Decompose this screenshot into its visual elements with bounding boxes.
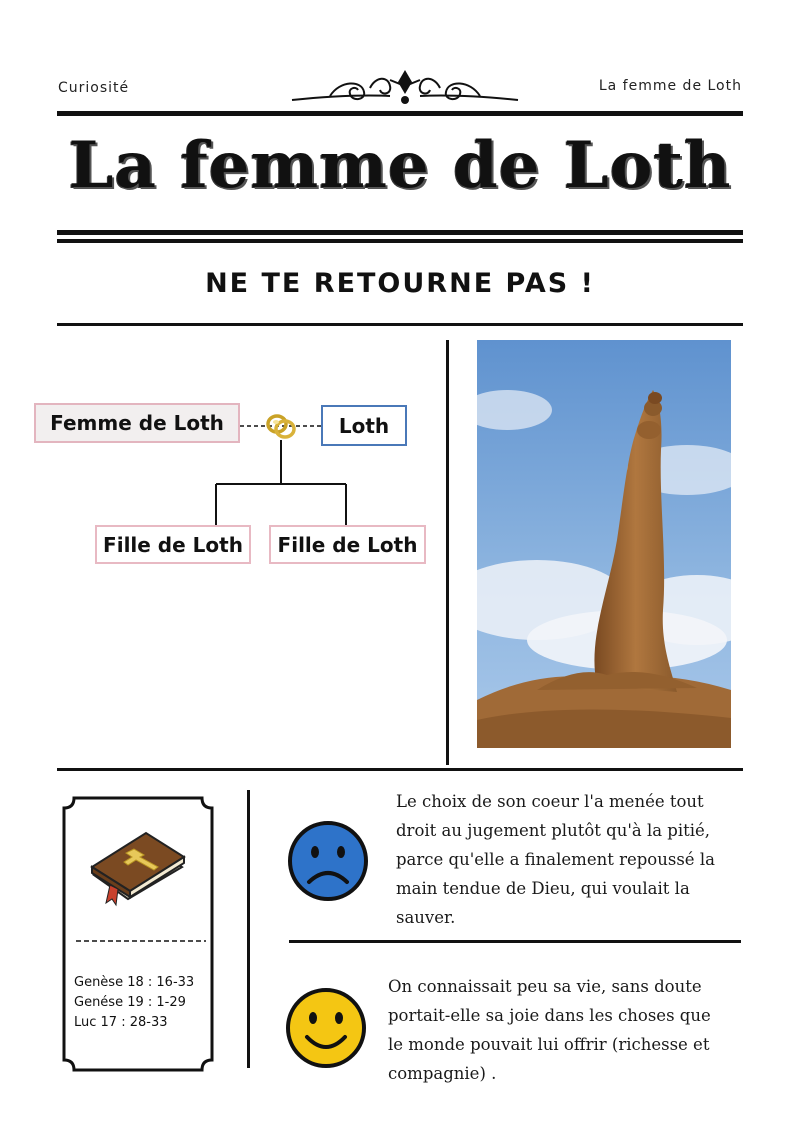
happy-face-icon	[285, 987, 367, 1069]
daughter-box-2: Fille de Loth	[269, 525, 426, 564]
happy-paragraph: On connaissait peu sa vie, sans doute portait-elle sa joie dans les choses que le monde pouvait lui offrir (richesse et compagnie) .	[388, 977, 711, 1083]
bible-icon	[88, 827, 188, 907]
salt-pillar-image	[477, 340, 731, 748]
reference-item: Genése 19 : 1-29	[74, 995, 186, 1010]
section-label: Curiosité	[58, 80, 130, 96]
page-subtitle: NE TE RETOURNE PAS !	[205, 268, 595, 299]
page-title: La femme de Loth	[68, 128, 732, 203]
sad-paragraph: Le choix de son coeur l'a menée tout droit au jugement plutôt qu'à la pitié, parce qu'elle a finalement repoussé la main tendue de Dieu, qui voulait la sauver.	[396, 792, 715, 927]
scripture-references	[74, 973, 194, 1033]
reference-item: Genèse 18 : 16-33	[74, 975, 195, 990]
daughter-box-1: Fille de Loth	[95, 525, 251, 564]
middle-rule	[289, 940, 741, 943]
bottom-section-rule	[57, 768, 743, 771]
husband-box: Loth	[321, 405, 407, 446]
sad-face-icon	[287, 820, 369, 902]
wedding-rings-icon	[263, 410, 301, 442]
reference-item: Luc 17 : 28-33	[74, 1015, 168, 1030]
column-divider	[446, 340, 449, 765]
wife-box: Femme de Loth	[34, 403, 240, 443]
header-topic: La femme de Loth	[598, 78, 742, 94]
bottom-column-divider	[247, 790, 250, 1068]
